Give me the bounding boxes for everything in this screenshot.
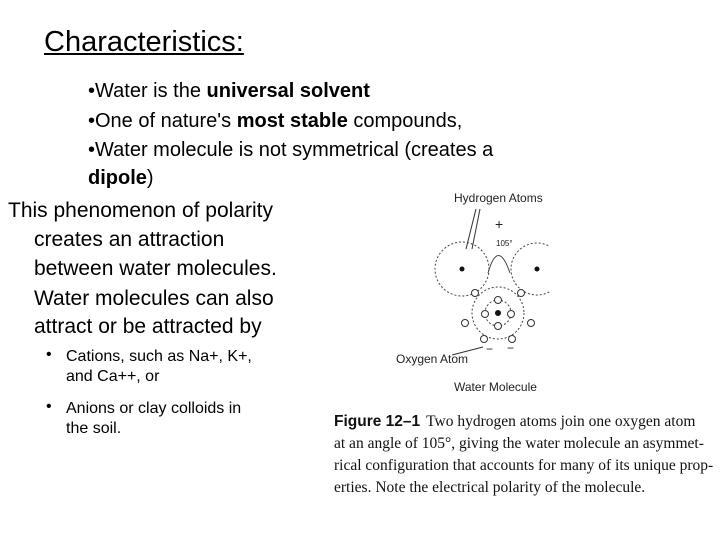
hydrogen-atom-right — [511, 243, 550, 295]
positive-charge-label: + — [495, 216, 504, 232]
paragraph-line-2: creates an attraction — [34, 228, 225, 251]
hydrogen-nucleus — [535, 267, 540, 272]
label-oxygen-atom: Oxygen Atom — [396, 352, 469, 366]
slide-title: Characteristics: — [44, 26, 244, 58]
hydrogen-nucleus — [460, 267, 465, 272]
label-water-molecule: Water Molecule — [454, 380, 537, 394]
bullet-universal-solvent: •Water is the universal solvent — [88, 80, 370, 102]
caption-line-1: Two hydrogen atoms join one oxygen atom — [426, 413, 696, 430]
negative-charge-label: − — [507, 341, 515, 355]
bullet-dipole-continuation: dipole) — [88, 167, 154, 189]
caption-label: Figure 12–1 — [334, 413, 421, 430]
bullet-not-symmetrical: •Water molecule is not symmetrical (creates a — [88, 139, 494, 161]
sub-bullet-marker: • — [46, 346, 52, 363]
caption-line-2: at an angle of 105°, giving the water molecule an asymmet- — [334, 435, 704, 452]
bullet-most-stable: •One of nature's most stable compounds, — [88, 110, 463, 132]
pointer-line — [472, 209, 480, 249]
caption-line-4: erties. Note the electrical polarity of the molecule. — [334, 479, 646, 496]
bond-angle-arc — [488, 256, 510, 274]
paragraph-line-3: between water molecules. — [34, 257, 277, 280]
oxygen-nucleus — [495, 310, 501, 316]
paragraph-line-1: This phenomenon of polarity — [8, 199, 273, 222]
caption-line-3: rical configuration that accounts for many of its unique prop- — [334, 457, 714, 474]
negative-charge-label: − — [486, 342, 494, 356]
sub-bullet-anions: Anions or clay colloids in the soil. — [66, 400, 242, 437]
bond-angle-label: 105° — [496, 239, 513, 248]
figure-caption — [334, 411, 714, 499]
label-hydrogen-atoms: Hydrogen Atoms — [454, 191, 543, 205]
paragraph-line-5: attract or be attracted by — [34, 315, 262, 338]
sub-bullet-marker: • — [46, 398, 52, 415]
water-molecule-diagram — [380, 183, 550, 398]
sub-bullet-cations: Cations, such as Na+, K+, and Ca++, or — [66, 348, 252, 385]
paragraph-line-4: Water molecules can also — [34, 287, 274, 310]
